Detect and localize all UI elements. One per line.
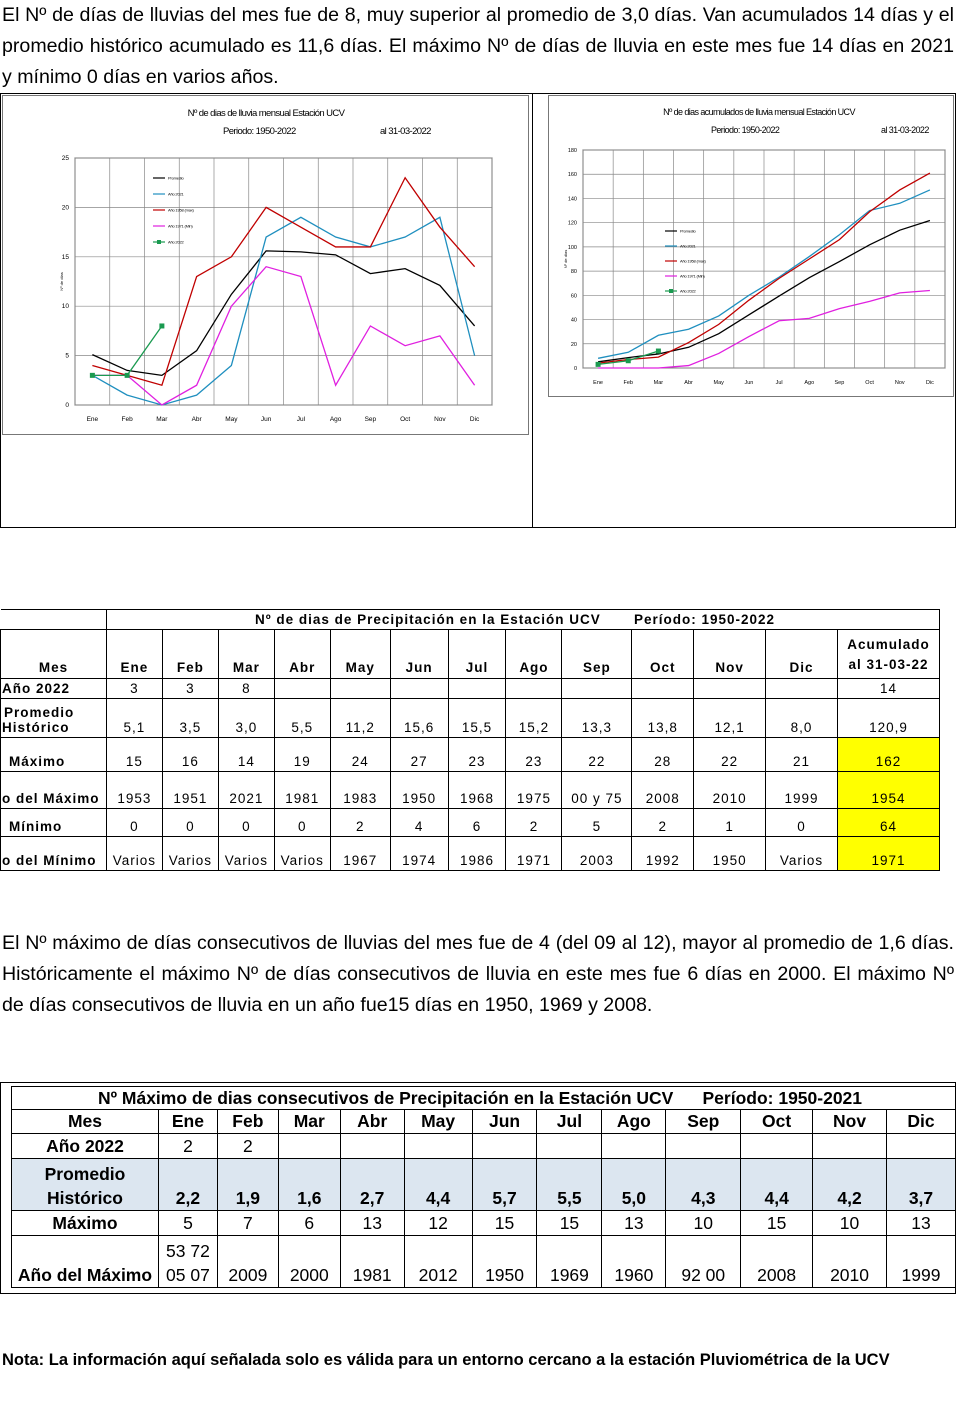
table2-cell: 4,4 — [741, 1159, 813, 1211]
x-tick-label: Dic — [469, 416, 480, 423]
intro-paragraph: El Nº de días de lluvias del mes fue de 8, muy superior al promedio de 3,0 días. Van acumulados 14 días y el promedio histórico acumulado es 11,6 días. El máximo Nº de días de lluvia en este mes fue 14 días en 2021 y mínimo 0 días en varios años. — [2, 4, 954, 88]
y-tick-label: 100 — [567, 244, 577, 251]
table2-row — [12, 1159, 956, 1211]
x-tick-label: Sep — [364, 416, 377, 423]
table1-row — [1, 772, 940, 809]
table1-month-header: Ene — [106, 630, 162, 679]
y-tick-label: 180 — [567, 148, 577, 154]
table1-cell: Varios — [766, 837, 838, 871]
table2-cell: 1,6 — [278, 1159, 340, 1211]
table2-cell: 13 — [886, 1211, 955, 1236]
x-tick-label: Jun — [744, 380, 754, 386]
table2-cell: 2012 — [404, 1236, 472, 1288]
table1-cell: 1950 — [694, 837, 766, 871]
table2-cell: 4,4 — [404, 1159, 472, 1211]
table1-cell: 21 — [766, 738, 838, 772]
y-tick-label: 15 — [61, 253, 69, 261]
table2-cell: 13 — [602, 1211, 666, 1236]
table2-cell — [741, 1134, 813, 1159]
table1-cell: 5,5 — [274, 699, 330, 738]
row-label-text: o del Mínimo — [2, 853, 97, 868]
consecutive-days-table — [11, 1086, 956, 1288]
table1-cell: 19 — [274, 738, 330, 772]
table1-month-header: Feb — [162, 630, 218, 679]
table1-cell: 2021 — [218, 772, 274, 809]
x-tick-label: May — [225, 416, 238, 423]
table2-cell — [340, 1134, 404, 1159]
row-label-line1: Promedio — [44, 1164, 126, 1184]
table2-cell — [537, 1134, 602, 1159]
table1-acum-cell: 64 — [837, 809, 939, 837]
table2-cell: 7 — [217, 1211, 278, 1236]
table1-row-label — [1, 772, 107, 809]
table1-cell: 2010 — [694, 772, 766, 809]
x-tick-label: Abr — [684, 380, 693, 386]
table1-cell: 5 — [562, 809, 632, 837]
table2-cell: 15 — [537, 1211, 602, 1236]
table2-month-header: Mar — [278, 1110, 340, 1134]
table1-month-header: Abr — [274, 630, 330, 679]
table1-cell: 8 — [218, 679, 274, 699]
table1-cell: 13,8 — [632, 699, 694, 738]
table2-cell: 10 — [813, 1211, 887, 1236]
table2-cell: 5,0 — [602, 1159, 666, 1211]
row-label-text: Año del Máximo — [17, 1265, 153, 1285]
table1-cell: Varios — [218, 837, 274, 871]
table1-cell: 15 — [106, 738, 162, 772]
table1-cell: 1981 — [274, 772, 330, 809]
table1-cell: Varios — [274, 837, 330, 871]
table1-cell — [766, 679, 838, 699]
x-tick-label: Abr — [191, 416, 202, 423]
cumulative-rain-days-chart — [548, 95, 954, 397]
chart-subtitle: Periodo: 1950-2022 — [223, 126, 296, 137]
table1-cell: 1999 — [766, 772, 838, 809]
table1-cell: 15,6 — [390, 699, 448, 738]
monthly-rain-days-chart — [2, 95, 529, 435]
table1-cell: 1 — [694, 809, 766, 837]
table1-cell: 3,5 — [162, 699, 218, 738]
table2-cell: 1,9 — [217, 1159, 278, 1211]
x-tick-label: Oct — [400, 416, 411, 423]
table2-cell — [472, 1134, 537, 1159]
table1-month-header: Jun — [390, 630, 448, 679]
legend-label: Promedio — [680, 228, 696, 234]
y-tick-label: 80 — [570, 269, 577, 276]
table2-header-row — [12, 1110, 956, 1134]
y-tick-label: 0 — [573, 366, 577, 372]
y-tick-label: 10 — [61, 303, 69, 311]
table1-cell: 22 — [694, 738, 766, 772]
table1-cell: 0 — [162, 809, 218, 837]
ene-max-years-line2: 05 07 — [166, 1265, 210, 1285]
table1-cell: 1986 — [448, 837, 506, 871]
table2-month-header: Sep — [666, 1110, 741, 1134]
monthly-rain-days-chart-svg — [3, 96, 528, 434]
table1-cell: 2 — [330, 809, 390, 837]
chart-date-note: al 31-03-2022 — [881, 125, 929, 135]
chart-title: Nº de dias acumulados de lluvia mensual Estación UCV — [663, 107, 855, 117]
legend-label: Año 1958 (max) — [680, 258, 706, 264]
acum-header-line2: al 31-03-22 — [848, 657, 929, 672]
legend-label: Año 1958 (max) — [168, 207, 194, 213]
legend-label: Año 1971 (Min) — [168, 223, 193, 229]
table1-mes-header: Mes — [1, 630, 107, 679]
table1-month-header: Jul — [448, 630, 506, 679]
series-point — [656, 349, 661, 354]
legend-marker — [157, 240, 161, 244]
table1-cell: 1967 — [330, 837, 390, 871]
table2-cell — [158, 1236, 217, 1288]
table1-cell — [632, 679, 694, 699]
table2-cell: 13 — [340, 1211, 404, 1236]
x-tick-label: May — [713, 380, 724, 386]
table2-cell: 2 — [217, 1134, 278, 1159]
table2-cell: 2000 — [278, 1236, 340, 1288]
table2-cell: 1969 — [537, 1236, 602, 1288]
y-tick-label: 5 — [65, 352, 69, 360]
table1-cell — [506, 679, 562, 699]
table1-month-header: Oct — [632, 630, 694, 679]
table2-row-label — [12, 1211, 159, 1236]
table2-cell: 2,7 — [340, 1159, 404, 1211]
table2-cell — [404, 1134, 472, 1159]
table1-acum-cell: 1954 — [837, 772, 939, 809]
table1-acum-header — [837, 630, 939, 679]
legend-marker — [669, 289, 673, 293]
table1-cell: 2 — [506, 809, 562, 837]
table1-cell: 1950 — [390, 772, 448, 809]
table2-row — [12, 1236, 956, 1288]
table1-cell: 23 — [506, 738, 562, 772]
table1-row-label — [1, 699, 107, 738]
table1-cell: 12,1 — [694, 699, 766, 738]
table1-cell: 8,0 — [766, 699, 838, 738]
table2-title-row — [12, 1087, 956, 1110]
table1-cell: 0 — [218, 809, 274, 837]
table2-cell: 3,7 — [886, 1159, 955, 1211]
table1-cell: 5,1 — [106, 699, 162, 738]
x-tick-label: Nov — [894, 380, 905, 386]
table1-row — [1, 738, 940, 772]
y-tick-label: 0 — [65, 402, 69, 409]
x-tick-label: Jul — [775, 380, 783, 386]
table2-cell: 6 — [278, 1211, 340, 1236]
table2-title: Nº Máximo de dias consecutivos de Precipitación en la Estación UCV Período: 1950-2021 — [12, 1087, 956, 1110]
table1-cell: Varios — [162, 837, 218, 871]
footnote: Nota: La información aquí señalada solo es válida para un entorno cercano a la estación Pluviométrica de la UCV — [2, 1351, 890, 1369]
cumulative-rain-days-chart-svg — [549, 96, 953, 396]
table2-cell: 4,2 — [813, 1159, 887, 1211]
table1-row-label — [1, 809, 107, 837]
table2-cell: 1950 — [472, 1236, 537, 1288]
table2-row-label — [12, 1159, 159, 1211]
table2-cell: 15 — [472, 1211, 537, 1236]
table2-month-header: Abr — [340, 1110, 404, 1134]
table1-cell: 1992 — [632, 837, 694, 871]
table2-month-header: Oct — [741, 1110, 813, 1134]
row-label-text: Año 2022 — [46, 1136, 124, 1156]
table2-cell: 1960 — [602, 1236, 666, 1288]
table1-cell: 3 — [162, 679, 218, 699]
y-axis-label: Nº de días — [59, 272, 64, 291]
table2-cell: 1981 — [340, 1236, 404, 1288]
table1-cell: Varios — [106, 837, 162, 871]
table1-acum-cell: 14 — [837, 679, 939, 699]
table1-cell: 27 — [390, 738, 448, 772]
series-point — [596, 362, 601, 367]
x-tick-label: Ene — [593, 380, 603, 386]
x-tick-label: Jul — [296, 416, 306, 423]
table1-cell: 24 — [330, 738, 390, 772]
table2-cell — [602, 1134, 666, 1159]
table2-cell — [886, 1134, 955, 1159]
table1-acum-cell: 120,9 — [837, 699, 939, 738]
table2-month-header: Ago — [602, 1110, 666, 1134]
row-label-line2: Histórico — [2, 720, 70, 735]
acum-header-line1: Acumulado — [847, 637, 930, 652]
x-tick-label: Ago — [329, 416, 342, 423]
series-point — [159, 323, 164, 328]
table1-row — [1, 699, 940, 738]
row-label-text: Máximo — [9, 754, 66, 769]
ene-max-years-line1: 53 72 — [166, 1241, 210, 1261]
table2-cell: 92 00 — [666, 1236, 741, 1288]
table2-month-header: Jul — [537, 1110, 602, 1134]
series-point — [90, 373, 95, 378]
table1-cell: 1968 — [448, 772, 506, 809]
table2-cell: 12 — [404, 1211, 472, 1236]
table2-cell: 2010 — [813, 1236, 887, 1288]
table2-cell — [666, 1134, 741, 1159]
table2-cell: 15 — [741, 1211, 813, 1236]
table1-cell — [562, 679, 632, 699]
charts-divider — [532, 93, 533, 528]
x-tick-label: Dic — [925, 380, 934, 386]
y-tick-label: 25 — [61, 155, 69, 162]
table1-month-header: Mar — [218, 630, 274, 679]
y-tick-label: 20 — [570, 341, 577, 348]
table2-cell: 5,7 — [472, 1159, 537, 1211]
table1-header-row — [1, 630, 940, 679]
x-tick-label: Feb — [623, 380, 633, 386]
table1-cell — [694, 679, 766, 699]
table1-cell: 4 — [390, 809, 448, 837]
x-tick-label: Mar — [156, 416, 168, 423]
table1-row — [1, 837, 940, 871]
row-label-text: Año 2022 — [2, 681, 71, 696]
y-tick-label: 40 — [570, 317, 577, 324]
x-tick-label: Sep — [834, 380, 845, 386]
table1-title: Nº de dias de Precipitación en la Estación UCV Período: 1950-2022 — [106, 610, 939, 630]
table1-cell: 15,5 — [448, 699, 506, 738]
table1-month-header: Sep — [562, 630, 632, 679]
table1-row-label — [1, 738, 107, 772]
table2-cell: 1999 — [886, 1236, 955, 1288]
x-tick-label: Oct — [865, 380, 874, 386]
table1-cell: 16 — [162, 738, 218, 772]
table1-cell: 1974 — [390, 837, 448, 871]
table1-month-header: Dic — [766, 630, 838, 679]
legend-label: Año 2021 — [680, 243, 696, 249]
table2-month-header: Dic — [886, 1110, 955, 1134]
legend-label: Año 1971 (Min) — [680, 273, 705, 279]
table1-cell: 0 — [106, 809, 162, 837]
legend-label: Año 2021 — [168, 191, 184, 197]
y-tick-label: 20 — [61, 204, 69, 212]
table1-month-header: May — [330, 630, 390, 679]
table2-month-header: Feb — [217, 1110, 278, 1134]
table1-cell: 1951 — [162, 772, 218, 809]
table2-month-header: Nov — [813, 1110, 887, 1134]
table1-cell: 00 y 75 — [562, 772, 632, 809]
table2-cell: 5,5 — [537, 1159, 602, 1211]
table1-row — [1, 679, 940, 699]
y-axis-label: Nº de días — [563, 249, 568, 269]
table1-acum-cell: 162 — [837, 738, 939, 772]
table2-month-header: May — [404, 1110, 472, 1134]
table1-cell — [274, 679, 330, 699]
table2-cell: 5 — [158, 1211, 217, 1236]
table2-month-header: Ene — [158, 1110, 217, 1134]
table1-row — [1, 809, 940, 837]
table1-cell: 1971 — [506, 837, 562, 871]
table1-cell: 15,2 — [506, 699, 562, 738]
row-label-line2: Histórico — [47, 1188, 123, 1208]
table2-cell: 2 — [158, 1134, 217, 1159]
table1-cell: 28 — [632, 738, 694, 772]
table1-cell — [448, 679, 506, 699]
table1-cell: 11,2 — [330, 699, 390, 738]
row-label-text: Mínimo — [9, 819, 63, 834]
table1-cell: 0 — [766, 809, 838, 837]
table1-cell: 14 — [218, 738, 274, 772]
x-tick-label: Ene — [86, 416, 99, 423]
consecutive-days-paragraph: El Nº máximo de días consecutivos de lluvias del mes fue de 4 (del 09 al 12), mayor al promedio de 1,6 días. Históricamente el máximo Nº de días consecutivos de lluvia en este mes fue 6 días en 2000. El máximo Nº de días consecutivos de lluvia en un año fue15 días en 1950, 1969 y 2008. — [2, 932, 954, 1016]
table2-cell: 2009 — [217, 1236, 278, 1288]
x-tick-label: Mar — [653, 380, 664, 386]
table2-row-label — [12, 1134, 159, 1159]
chart-date-note: al 31-03-2022 — [380, 126, 431, 137]
table1-cell: 23 — [448, 738, 506, 772]
table1-month-header: Nov — [694, 630, 766, 679]
legend-label: Año 2022 — [680, 288, 696, 294]
table2-cell: 2008 — [741, 1236, 813, 1288]
x-tick-label: Nov — [434, 416, 446, 423]
table2-cell: 10 — [666, 1211, 741, 1236]
y-tick-label: 160 — [567, 172, 577, 179]
table2-row — [12, 1134, 956, 1159]
table2-cell — [813, 1134, 887, 1159]
x-tick-label: Feb — [121, 416, 133, 423]
y-tick-label: 140 — [567, 196, 577, 203]
table1-row-label — [1, 679, 107, 699]
precipitation-days-table — [0, 609, 940, 871]
table1-cell: 2 — [632, 809, 694, 837]
table1-cell: 2003 — [562, 837, 632, 871]
table2-row-label — [12, 1236, 159, 1288]
table1-title-row — [1, 610, 940, 630]
table1-cell: 3,0 — [218, 699, 274, 738]
table1-row-label — [1, 837, 107, 871]
x-tick-label: Jun — [260, 416, 272, 423]
table1-cell — [390, 679, 448, 699]
series-point — [125, 373, 130, 378]
x-tick-label: Ago — [804, 380, 815, 386]
table1-cell: 0 — [274, 809, 330, 837]
table1-cell: 2008 — [632, 772, 694, 809]
table1-cell: 13,3 — [562, 699, 632, 738]
chart-title: Nº de dias de lluvia mensual Estación UCV — [187, 108, 345, 119]
table2-cell: 4,3 — [666, 1159, 741, 1211]
table1-cell: 1975 — [506, 772, 562, 809]
table1-cell: 22 — [562, 738, 632, 772]
chart-subtitle: Periodo: 1950-2022 — [711, 125, 780, 135]
row-label-line1: Promedio — [4, 705, 75, 720]
table1-cell: 1983 — [330, 772, 390, 809]
row-label-text: Máximo — [52, 1213, 118, 1233]
table2-mes-header: Mes — [12, 1110, 159, 1134]
y-tick-label: 60 — [570, 293, 577, 300]
row-label-text: o del Máximo — [2, 791, 100, 806]
table1-cell — [330, 679, 390, 699]
table1-acum-cell: 1971 — [837, 837, 939, 871]
table2-month-header: Jun — [472, 1110, 537, 1134]
table2-cell: 2,2 — [158, 1159, 217, 1211]
table1-month-header: Ago — [506, 630, 562, 679]
table1-cell: 3 — [106, 679, 162, 699]
legend-label: Año 2022 — [168, 239, 184, 245]
y-tick-label: 120 — [567, 220, 577, 227]
table2-row — [12, 1211, 956, 1236]
legend-label: Promedio — [168, 175, 184, 181]
table2-cell — [278, 1134, 340, 1159]
series-point — [626, 358, 631, 363]
table1-cell: 6 — [448, 809, 506, 837]
table1-cell: 1953 — [106, 772, 162, 809]
